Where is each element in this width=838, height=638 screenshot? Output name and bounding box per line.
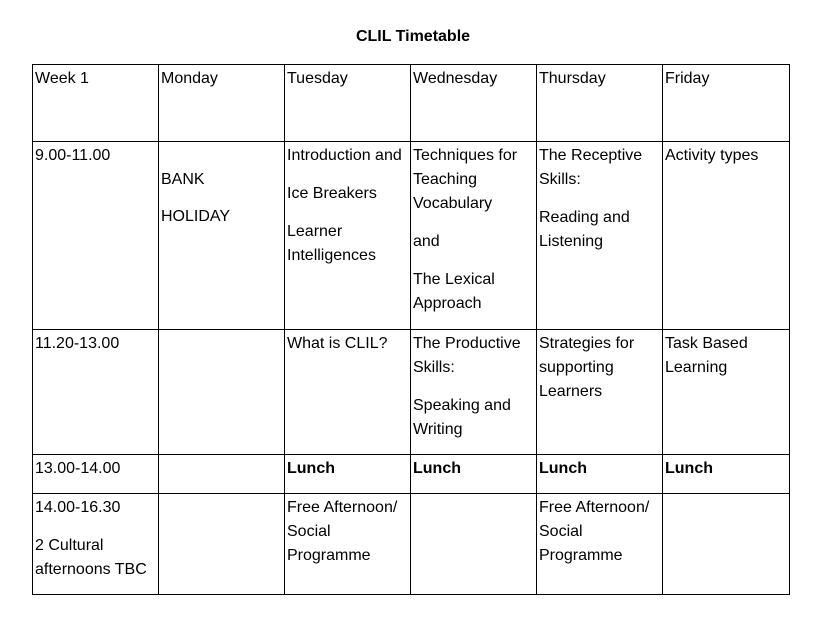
session-text: Task Based Learning [665, 335, 748, 376]
session-text: The Productive Skills: [413, 335, 521, 376]
session-text: Activity types [665, 147, 759, 164]
thursday-cell [537, 142, 663, 330]
wednesday-cell [411, 142, 537, 330]
header-friday: Friday [663, 65, 790, 142]
table-row [33, 142, 790, 330]
session-text: The Lexical Approach [413, 271, 495, 312]
header-tuesday: Tuesday [285, 65, 411, 142]
header-wednesday: Wednesday [411, 65, 537, 142]
session-text: Free Afternoon/ Social Programme [539, 499, 650, 564]
thursday-cell [537, 494, 663, 595]
friday-cell [663, 455, 790, 494]
time-note: 2 Cultural afternoons TBC [35, 537, 147, 578]
page-title: CLIL Timetable [355, 28, 471, 45]
tuesday-cell [285, 330, 411, 455]
session-text: Introduction and [287, 147, 402, 164]
tuesday-cell [285, 142, 411, 330]
session-text: The Receptive Skills: [539, 147, 643, 188]
lunch-label: Lunch [665, 460, 713, 477]
monday-cell [159, 330, 285, 455]
session-text: Techniques for Teaching Vocabulary [413, 147, 518, 212]
tuesday-cell [285, 494, 411, 595]
header-week: Week 1 [33, 65, 159, 142]
monday-cell [159, 142, 285, 330]
friday-cell [663, 494, 790, 595]
time-cell: 11.20-13.00 [33, 330, 159, 455]
lunch-label: Lunch [287, 460, 335, 477]
bank-holiday-line-2: HOLIDAY [161, 208, 231, 225]
table-row [33, 455, 790, 494]
monday-cell [159, 455, 285, 494]
header-row [33, 65, 790, 142]
wednesday-cell [411, 330, 537, 455]
table-row [33, 330, 790, 455]
session-text: Free Afternoon/ Social Programme [287, 499, 398, 564]
thursday-cell [537, 455, 663, 494]
session-text: Speaking and Writing [413, 397, 511, 438]
time-cell: 9.00-11.00 [33, 142, 159, 330]
friday-cell [663, 142, 790, 330]
session-text: and [413, 233, 440, 250]
wednesday-cell [411, 494, 537, 595]
timetable [32, 64, 790, 595]
header-monday: Monday [159, 65, 285, 142]
lunch-label: Lunch [413, 460, 461, 477]
session-text: Learner Intelligences [287, 223, 376, 264]
session-text: Ice Breakers [287, 185, 377, 202]
monday-cell [159, 494, 285, 595]
thursday-cell [537, 330, 663, 455]
time-cell: 13.00-14.00 [33, 455, 159, 494]
time-cell: 14.00-16.30 2 Cultural afternoons TBC [33, 494, 159, 595]
table-row [33, 494, 790, 595]
header-thursday: Thursday [537, 65, 663, 142]
session-text: What is CLIL? [287, 335, 388, 352]
wednesday-cell [411, 455, 537, 494]
tuesday-cell [285, 455, 411, 494]
session-text: Reading and Listening [539, 209, 630, 250]
lunch-label: Lunch [539, 460, 587, 477]
friday-cell [663, 330, 790, 455]
bank-holiday-line-1: BANK [161, 171, 205, 188]
session-text: Strategies for supporting Learners [539, 335, 635, 400]
